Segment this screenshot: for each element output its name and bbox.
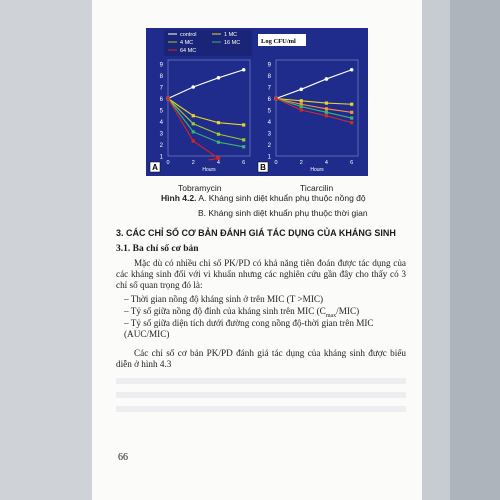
faded-line — [116, 406, 406, 412]
data-point — [325, 107, 328, 110]
y-tick-label: 3 — [267, 131, 271, 138]
x-tick-label: 2 — [299, 160, 303, 166]
data-point — [350, 116, 353, 119]
data-point — [350, 111, 353, 114]
y-tick-label: 8 — [159, 74, 163, 80]
legend-entry: 16 MC — [224, 40, 241, 46]
x-tick-label: 0 — [166, 160, 170, 166]
chart-a-svg — [146, 28, 260, 176]
data-point — [242, 138, 245, 141]
y-tick-label: 2 — [267, 143, 271, 149]
legend-entry: 4 MC — [180, 40, 194, 46]
y-tick-label: 1 — [267, 154, 271, 161]
data-point — [192, 114, 195, 117]
bullet-2-text: – Tỷ số giữa nồng độ đỉnh của kháng sinh trên MIC $(C_{max}/MIC)$ — [124, 306, 360, 319]
page-number: 66 — [118, 452, 128, 463]
data-point — [217, 141, 220, 144]
subsection-title: 3.1. Ba chỉ số cơ bản — [116, 244, 199, 254]
data-point — [325, 102, 328, 105]
x-tick-label: 4 — [216, 160, 220, 166]
legend-entry: control — [180, 32, 197, 38]
y-tick-label: 2 — [159, 143, 163, 149]
panel-label: A — [152, 163, 158, 172]
y-tick-label: 7 — [267, 85, 271, 92]
faded-line — [116, 378, 406, 384]
y-tick-label: 6 — [159, 97, 163, 103]
data-point — [217, 121, 220, 124]
y-tick-label: 6 — [267, 97, 271, 103]
bullet-1: – Thời gian nồng độ kháng sinh ở trên MIC (T >MIC) — [124, 294, 324, 304]
legend-entry: 64 MC — [180, 48, 197, 54]
chart-b-svg — [254, 28, 368, 176]
data-point — [242, 145, 245, 148]
x-axis-label: Hours — [202, 167, 216, 173]
data-point — [350, 68, 354, 72]
data-point — [274, 97, 277, 100]
y-tick-label: 8 — [267, 74, 271, 80]
y-axis-label: Log CFU/ml — [261, 38, 296, 45]
series-line-4-mc — [276, 99, 352, 113]
data-point — [300, 108, 303, 111]
x-tick-label: 6 — [242, 160, 246, 166]
label-ticarcilin: Ticarcilin — [300, 183, 334, 193]
background-right — [422, 0, 500, 500]
x-tick-label: 6 — [350, 160, 354, 166]
chart-panel-b — [254, 28, 368, 176]
series-line-control — [276, 70, 352, 99]
bullet-3: – Tỷ số giữa diện tích dưới đường cong nồng độ-thời gian trên MIC (AUC/MIC) — [124, 318, 374, 340]
data-point — [217, 157, 220, 160]
section-title: 3. CÁC CHỈ SỐ CƠ BẢN ĐÁNH GIÁ TÁC DỤNG CỦA KHÁNG SINH — [116, 228, 396, 238]
panel-label: B — [260, 163, 266, 172]
plot-area — [168, 60, 250, 156]
y-tick-label: 1 — [159, 154, 163, 161]
x-tick-label: 2 — [191, 160, 195, 166]
data-point — [325, 111, 328, 114]
data-point — [300, 99, 303, 102]
y-tick-label: 5 — [159, 108, 163, 115]
data-point — [242, 68, 246, 72]
y-tick-label: 9 — [159, 62, 163, 69]
data-point — [350, 121, 353, 124]
data-point — [325, 114, 328, 117]
paragraph-1: Mặc dù có nhiều chỉ số PK/PD có khả năng tiên đoán được tác dụng của các kháng sinh đối với vi khuẩn nhưng các nghiên cứu gần đây cho thấy có 3 chỉ số quan trọng đó là: — [116, 258, 406, 291]
data-point — [217, 133, 220, 136]
chart-panel-a — [146, 28, 260, 176]
y-tick-label: 7 — [159, 85, 163, 92]
plot-area — [276, 60, 358, 156]
x-tick-label: 4 — [324, 160, 328, 166]
data-point — [217, 76, 221, 80]
data-point — [242, 123, 245, 126]
y-tick-label: 4 — [267, 120, 271, 126]
legend-entry: 1 MC — [224, 32, 238, 38]
y-tick-label: 5 — [267, 108, 271, 115]
data-point — [350, 103, 353, 106]
label-tobramycin: Tobramycin — [178, 183, 222, 193]
data-point — [299, 88, 303, 92]
y-tick-label: 3 — [159, 131, 163, 138]
x-axis-label: Hours — [310, 167, 324, 173]
subscript-max: max — [325, 312, 337, 319]
data-point — [166, 97, 169, 100]
data-point — [325, 77, 329, 81]
data-point — [192, 139, 195, 142]
data-point — [192, 122, 195, 125]
x-tick-label: 0 — [274, 160, 278, 166]
figure-caption-a-text: A. Kháng sinh diệt khuẩn phụ thuộc nồng độ — [198, 193, 366, 203]
y-tick-label: 9 — [267, 62, 271, 69]
figure-caption-label: Hình 4.2. — [161, 193, 197, 203]
figure-caption-b: B. Kháng sinh diệt khuẩn phụ thuộc thời gian — [198, 208, 368, 218]
figure-caption-a — [161, 193, 366, 203]
paragraph-2: Các chỉ số cơ bản PK/PD đánh giá tác dụng của kháng sinh được biểu diễn ở hình 4.3 — [116, 348, 406, 370]
faded-line — [116, 392, 406, 398]
data-point — [300, 105, 303, 108]
y-tick-label: 4 — [159, 120, 163, 126]
series-line-1-mc — [168, 99, 244, 125]
data-point — [192, 130, 195, 133]
series-line-control — [168, 70, 244, 99]
data-point — [191, 85, 195, 89]
